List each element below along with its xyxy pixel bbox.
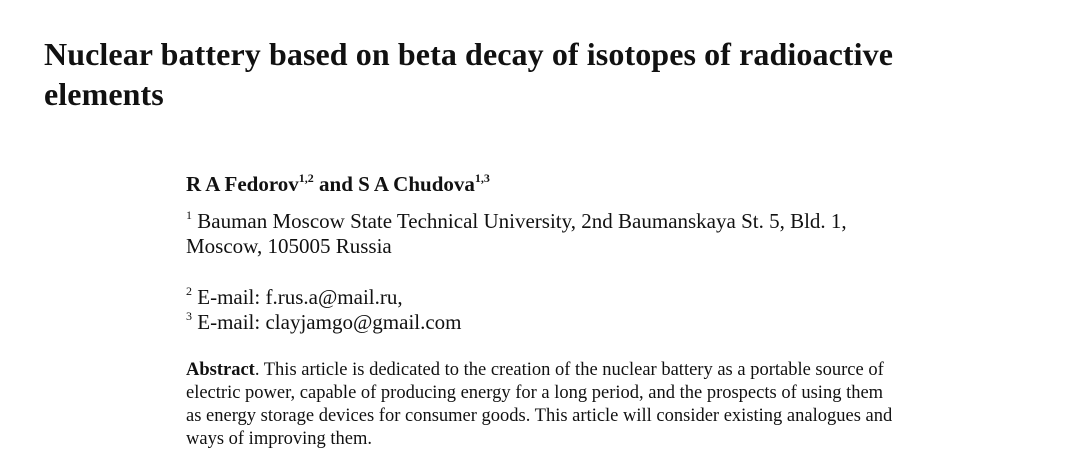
email-line-1 bbox=[186, 285, 986, 310]
abstract-line-1 bbox=[186, 359, 966, 382]
abstract-line-4: ways of improving them. bbox=[186, 429, 373, 449]
title-line-1: Nuclear battery based on beta decay of isotopes of radioactive bbox=[44, 36, 894, 72]
author-conjunction: and bbox=[313, 172, 359, 196]
email-1-text: E-mail: f.rus.a@mail.ru, bbox=[192, 285, 403, 309]
author-list bbox=[186, 172, 986, 197]
affiliation-line-1 bbox=[186, 209, 986, 234]
email-1-marker: 2 bbox=[186, 284, 192, 298]
affiliation-marker: 1 bbox=[186, 208, 192, 222]
email-2-marker: 3 bbox=[186, 309, 192, 323]
abstract-block bbox=[186, 359, 966, 451]
author-1-name: R A Fedorov bbox=[186, 172, 299, 196]
abstract-line-2: electric power, capable of producing energy for a long period, and the prospects of using them bbox=[186, 383, 884, 403]
abstract-text-1: . This article is dedicated to the creation of the nuclear battery as a portable source of bbox=[254, 360, 884, 380]
title-line-2: elements bbox=[44, 76, 164, 112]
author-1-affiliation-marker: 1,2 bbox=[298, 171, 314, 185]
email-line-2 bbox=[186, 310, 986, 335]
affiliation-line-2: Moscow, 105005 Russia bbox=[186, 234, 392, 258]
abstract-heading: Abstract bbox=[186, 360, 255, 380]
email-2-text: E-mail: clayjamgo@gmail.com bbox=[192, 310, 462, 334]
affiliation-block bbox=[186, 209, 986, 259]
abstract-line-3: as energy storage devices for consumer goods. This article will consider existing analogues and bbox=[186, 406, 893, 426]
paper-title bbox=[44, 34, 1044, 114]
author-2-name: S A Chudova bbox=[358, 172, 475, 196]
author-2-affiliation-marker: 1,3 bbox=[474, 171, 490, 185]
email-block bbox=[186, 285, 986, 335]
affiliation-text-1: Bauman Moscow State Technical University, 2nd Baumanskaya St. 5, Bld. 1, bbox=[192, 209, 847, 233]
